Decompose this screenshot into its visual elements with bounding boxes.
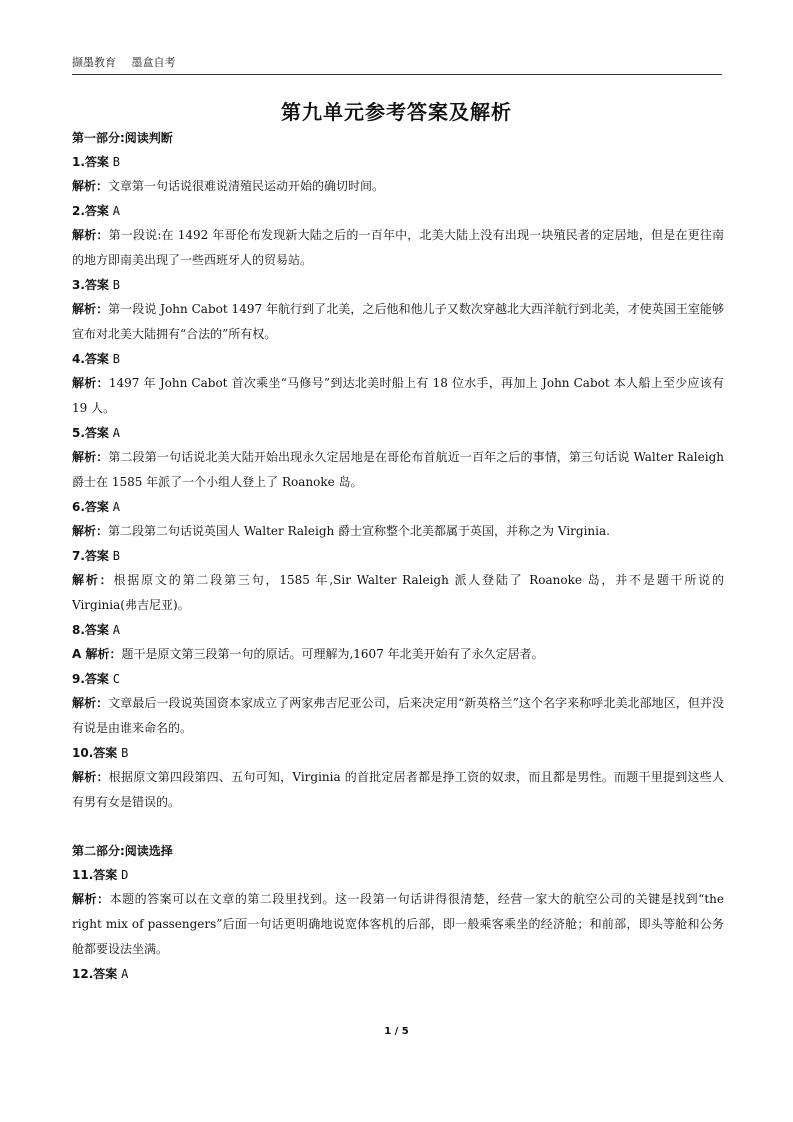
explanation [72, 887, 724, 962]
answer-label: 10.答案 [72, 746, 118, 760]
explanation-label: 解析： [72, 573, 114, 587]
answer-line [72, 421, 724, 445]
page-header [72, 56, 722, 75]
document-body [72, 126, 724, 986]
explanation-text: 第二段第二句话说英国人 Walter Raleigh 爵士宣称整个北美都属于英国，并称之为 Virginia. [108, 524, 610, 538]
answer-label: 3.答案 [72, 278, 109, 292]
answer-value: B [112, 549, 120, 563]
section-1-items [72, 150, 724, 815]
section-heading-2: 第二部分:阅读选择 [72, 844, 173, 858]
answer-line [72, 618, 724, 642]
explanation [72, 642, 724, 667]
explanation-text: 第二段第一句话说北美大陆开始出现永久定居地是在哥伦布首航近一百年之后的事情，第三句话说 Walter Raleigh 爵士在 1585 年派了一个小组人登上了 Roanoke 岛。 [72, 450, 724, 489]
answer-line [72, 347, 724, 371]
explanation [72, 223, 724, 273]
answer-line [72, 544, 724, 568]
answer-line [72, 495, 724, 519]
explanation-label: A 解析： [72, 647, 122, 661]
explanation-label: 解析： [72, 376, 109, 390]
explanation-label: 解析： [72, 696, 109, 710]
answer-line [72, 962, 724, 986]
answer-line [72, 741, 724, 765]
header-org: 撷墨教育 [72, 56, 116, 69]
answer-value: A [112, 204, 120, 218]
explanation [72, 174, 724, 199]
explanation-text: 根据原文的第二段第三句，1585 年,Sir Walter Raleigh 派人登陆了 Roanoke 岛，并不是题干所说的 Virginia(弗吉尼亚)。 [72, 573, 724, 612]
answer-line [72, 199, 724, 223]
answer-label: 6.答案 [72, 500, 109, 514]
page-title: 第九单元参考答案及解析 [281, 100, 512, 124]
explanation-label: 解析： [72, 892, 110, 906]
answer-label: 7.答案 [72, 549, 109, 563]
answer-value: A [121, 967, 129, 981]
explanation [72, 568, 724, 618]
explanation-label: 解析： [72, 524, 109, 538]
section-gap [72, 815, 724, 839]
explanation [72, 371, 724, 421]
answer-value: B [112, 352, 120, 366]
answer-line [72, 667, 724, 691]
answer-label: 11.答案 [72, 868, 118, 882]
explanation-text: 本题的答案可以在文章的第二段里找到。这一段第一句话讲得很清楚，经营一家大的航空公司的关键是找到“the right mix of passengers”后面一句话更明确地说宽体客机的后部，即一般乘客乘坐的经济舱；和前部，即头等舱和公务舱都要设法坐满。 [72, 892, 724, 956]
section-2-items [72, 863, 724, 962]
answer-value: D [121, 868, 129, 882]
explanation-text: 题干是原文第三段第一句的原话。可理解为,1607 年北美开始有了永久定居者。 [121, 647, 544, 661]
explanation-text: 1497 年 John Cabot 首次乘坐“马修号”到达北美时船上有 18 位水手，再加上 John Cabot 本人船上至少应该有 19 人。 [72, 376, 724, 415]
explanation-text: 文章第一句话说很难说清殖民运动开始的确切时间。 [108, 179, 385, 193]
answer-value: B [121, 746, 129, 760]
explanation [72, 765, 724, 815]
header-brand: 墨盒自考 [131, 56, 176, 69]
explanation [72, 297, 724, 347]
explanation [72, 519, 724, 544]
explanation-label: 解析： [72, 179, 109, 193]
answer-label: 2.答案 [72, 204, 109, 218]
explanation-text: 第一段说:在 1492 年哥伦布发现新大陆之后的一百年中，北美大陆上没有出现一块殖民者的定居地，但是在更往南的地方即南美出现了一些西班牙人的贸易站。 [72, 228, 724, 267]
explanation-label: 解析： [72, 770, 109, 784]
answer-value: A [112, 426, 120, 440]
explanation-label: 解析： [72, 450, 109, 464]
answer-label: 8.答案 [72, 623, 109, 637]
explanation [72, 445, 724, 495]
explanation-label: 解析： [72, 302, 109, 316]
answer-line [72, 273, 724, 297]
explanation-text: 文章最后一段说英国资本家成立了两家弗吉尼亚公司，后来决定用“新英格兰”这个名字来称呼北美北部地区，但并没有说是由谁来命名的。 [72, 696, 724, 735]
answer-label: 4.答案 [72, 352, 109, 366]
answer-label: 12.答案 [72, 967, 118, 981]
explanation-label: 解析： [72, 228, 109, 242]
answer-line [72, 863, 724, 887]
answer-value: B [112, 278, 120, 292]
section-heading-1: 第一部分:阅读判断 [72, 131, 173, 145]
explanation [72, 691, 724, 741]
answer-value: C [112, 672, 120, 686]
explanation-text: 第一段说 John Cabot 1497 年航行到了北美，之后他和他儿子又数次穿越北大西洋航行到北美，才使英国王室能够宣布对北美大陆拥有“合法的”所有权。 [72, 302, 724, 341]
answer-label: 5.答案 [72, 426, 109, 440]
page-number: 1 / 5 [384, 1026, 409, 1037]
answer-label: 1.答案 [72, 155, 109, 169]
answer-label: 9.答案 [72, 672, 109, 686]
answer-value: A [112, 500, 120, 514]
answer-value: B [112, 155, 120, 169]
explanation-text: 根据原文第四段第四、五句可知，Virginia 的首批定居者都是挣工资的奴隶，而且都是男性。而题干里提到这些人有男有女是错误的。 [72, 770, 724, 809]
answer-line [72, 150, 724, 174]
answer-value: A [112, 623, 120, 637]
